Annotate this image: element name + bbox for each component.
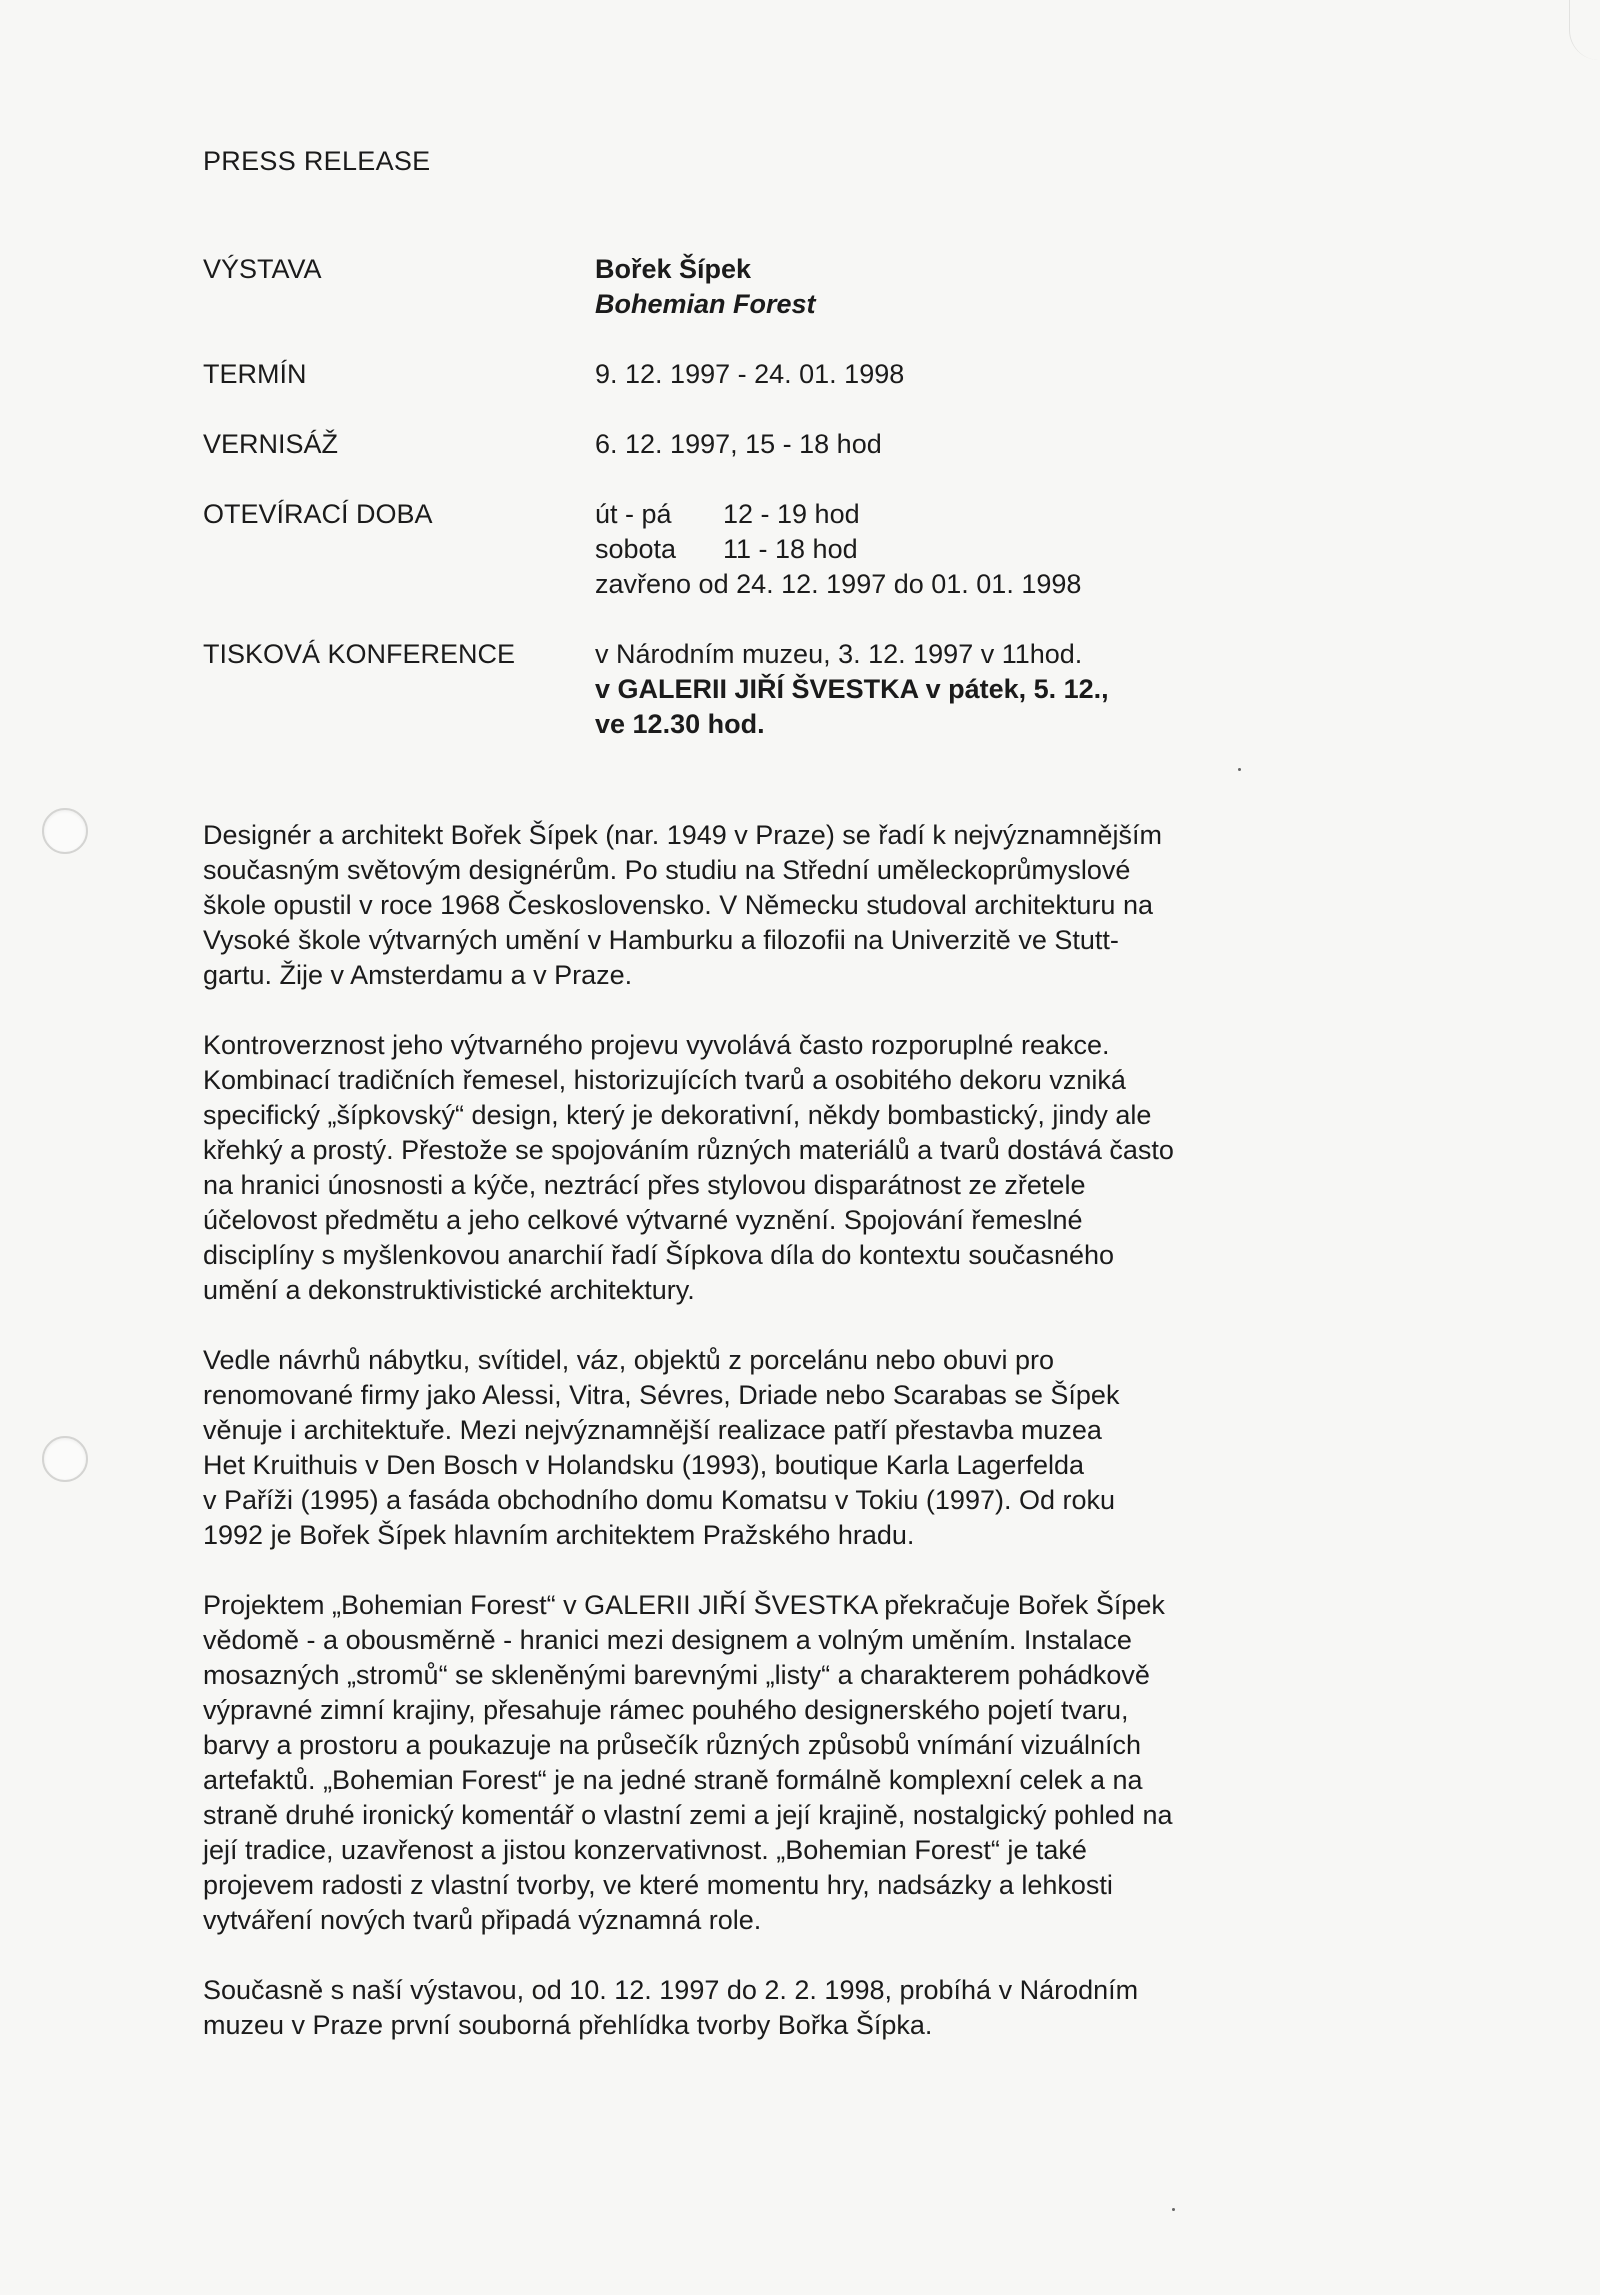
text-line: účelovost předmětu a jeho celkové výtvarné vyznění. Spojování řemeslné: [203, 1205, 1083, 1235]
press-release-body: [203, 818, 1323, 2078]
text-line: Kontroverznost jeho výtvarného projevu vyvolává často rozporuplné reakce.: [203, 1030, 1110, 1060]
text-line: gartu. Žije v Amsterdamu a v Praze.: [203, 960, 633, 990]
closed-note: zavřeno od 24. 12. 1997 do 01. 01. 1998: [595, 569, 1082, 599]
text-line: Designér a architekt Bořek Šípek (nar. 1949 v Praze) se řadí k nejvýznamnějším: [203, 820, 1162, 850]
text-line: Vedle návrhů nábytku, svítidel, váz, objektů z porcelánu nebo obuvi pro: [203, 1345, 1055, 1375]
punch-hole: [42, 1436, 88, 1482]
conference-line: v Národním muzeu, 3. 12. 1997 v 11hod.: [595, 639, 1083, 669]
text-line: křehký a prostý. Přestože se spojováním různých materiálů a tvarů dostává často: [203, 1135, 1174, 1165]
hours-day: út - pá: [595, 499, 672, 529]
text-line: věnuje i architektuře. Mezi nejvýznamnější realizace patří přestavba muzea: [203, 1415, 1102, 1445]
text-line: škole opustil v roce 1968 Československo. V Německu studoval architekturu na: [203, 890, 1153, 920]
punch-hole: [42, 808, 88, 854]
text-line: disciplíny s myšlenkovou anarchií řadí Šípkova díla do kontextu současného: [203, 1240, 1115, 1270]
hours-row: [595, 532, 1303, 567]
paragraph: [203, 818, 1323, 993]
artist-name: Bořek Šípek: [595, 254, 752, 284]
info-row-vystava: [203, 252, 1303, 322]
text-line: v Paříži (1995) a fasáda obchodního domu Komatsu v Tokiu (1997). Od roku: [203, 1485, 1116, 1515]
hours-row: [595, 497, 1303, 532]
text-line: na hranici únosnosti a kýče, neztrácí přes stylovou disparátnost ze zřetele: [203, 1170, 1086, 1200]
text-line: mosazných „stromů“ se skleněnými barevnými „listy“ a charakterem pohádkově: [203, 1660, 1150, 1690]
info-label: TISKOVÁ KONFERENCE: [203, 639, 516, 669]
info-label: TERMÍN: [203, 359, 307, 389]
page-title: PRESS RELEASE: [203, 146, 431, 176]
info-value: [595, 497, 1303, 602]
paragraph: [203, 1973, 1323, 2043]
info-label: VÝSTAVA: [203, 254, 322, 284]
text-line: umění a dekonstruktivistické architektury.: [203, 1275, 695, 1305]
text-line: její tradice, uzavřenost a jistou konzervativnost. „Bohemian Forest“ je také: [203, 1835, 1087, 1865]
page-corner: [1569, 0, 1600, 60]
text-line: barvy a prostoru a poukazuje na průsečík různých způsobů vnímání vizuálních: [203, 1730, 1142, 1760]
text-line: Současně s naší výstavou, od 10. 12. 1997 do 2. 2. 1998, probíhá v Národním: [203, 1975, 1139, 2005]
info-value: 9. 12. 1997 - 24. 01. 1998: [595, 359, 905, 389]
info-label: OTEVÍRACÍ DOBA: [203, 499, 433, 529]
text-line: Projektem „Bohemian Forest“ v GALERII JIŘÍ ŠVESTKA překračuje Bořek Šípek: [203, 1590, 1165, 1620]
paper-speck: [1172, 2208, 1175, 2211]
text-line: vytváření nových tvarů připadá významná role.: [203, 1905, 762, 1935]
info-value: [595, 252, 1303, 322]
exhibition-title: Bohemian Forest: [595, 289, 816, 319]
text-line: Kombinací tradičních řemesel, historizujících tvarů a osobitého dekoru vzniká: [203, 1065, 1126, 1095]
info-row-termin: [203, 357, 1303, 392]
text-line: současným světovým designérům. Po studiu na Střední uměleckoprůmyslové: [203, 855, 1131, 885]
text-line: Het Kruithuis v Den Bosch v Holandsku (1993), boutique Karla Lagerfelda: [203, 1450, 1085, 1480]
text-line: vědomě - a obousměrně - hranici mezi designem a volným uměním. Instalace: [203, 1625, 1132, 1655]
text-line: výpravné zimní krajiny, přesahuje rámec pouhého designerského pojetí tvaru,: [203, 1695, 1129, 1725]
info-value: 6. 12. 1997, 15 - 18 hod: [595, 429, 882, 459]
info-row-vernisaz: [203, 427, 1303, 462]
text-line: specifický „šípkovský“ design, který je dekorativní, někdy bombastický, jindy ale: [203, 1100, 1152, 1130]
text-line: projevem radosti z vlastní tvorby, ve které momentu hry, nadsázky a lehkosti: [203, 1870, 1113, 1900]
info-label: VERNISÁŽ: [203, 429, 339, 459]
text-line: 1992 je Bořek Šípek hlavním architektem Pražského hradu.: [203, 1520, 915, 1550]
hours-time: 11 - 18 hod: [723, 534, 858, 564]
text-line: muzeu v Praze první souborná přehlídka tvorby Bořka Šípka.: [203, 2010, 933, 2040]
info-row-oteviraci-doba: [203, 497, 1303, 602]
text-line: Vysoké škole výtvarných umění v Hamburku a filozofii na Univerzitě ve Stutt-: [203, 925, 1119, 955]
info-value: [595, 637, 1303, 742]
text-line: renomované firmy jako Alessi, Vitra, Sévres, Driade nebo Scarabas se Šípek: [203, 1380, 1120, 1410]
paragraph: [203, 1028, 1323, 1308]
paragraph: [203, 1588, 1323, 1938]
hours-day: sobota: [595, 534, 677, 564]
info-row-tiskova-konference: [203, 637, 1303, 742]
text-line: straně druhé ironický komentář o vlastní zemi a její krajině, nostalgický pohled na: [203, 1800, 1173, 1830]
exhibition-info: [203, 252, 1303, 777]
paragraph: [203, 1343, 1323, 1553]
conference-line: ve 12.30 hod.: [595, 709, 765, 739]
hours-time: 12 - 19 hod: [723, 499, 860, 529]
text-line: artefaktů. „Bohemian Forest“ je na jedné straně formálně komplexní celek a na: [203, 1765, 1143, 1795]
conference-line: v GALERII JIŘÍ ŠVESTKA v pátek, 5. 12.,: [595, 674, 1109, 704]
